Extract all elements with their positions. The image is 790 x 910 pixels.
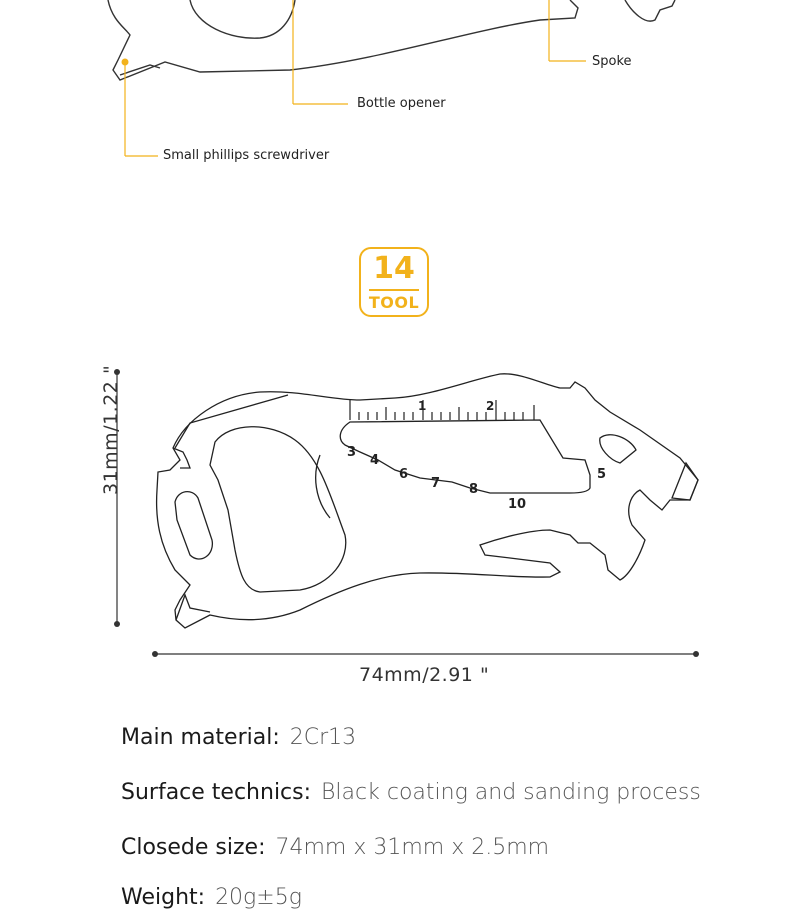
height-dimension-end-bottom <box>114 621 120 627</box>
width-dimension-label: 74mm/2.91 " <box>359 664 490 686</box>
spec-closed-size-value: 74mm x 31mm x 2.5mm <box>275 835 550 860</box>
spec-weight-key: Weight: <box>121 885 206 910</box>
spec-surface-technics-value: Black coating and sanding process <box>321 780 701 805</box>
callout-screwdriver: Small phillips screwdriver <box>163 148 330 163</box>
width-dimension-end-right <box>693 651 699 657</box>
tool-outline <box>157 374 698 628</box>
spec-main-material <box>121 725 356 750</box>
top-tool-drawing <box>0 0 790 180</box>
wrench-size-8: 8 <box>469 482 479 497</box>
wrench-size-7: 7 <box>431 476 441 491</box>
badge-label: TOOL <box>368 293 420 312</box>
spec-closed-size-key: Closede size: <box>121 835 266 860</box>
width-dimension-end-left <box>152 651 158 657</box>
ruler-ticks <box>350 400 534 420</box>
wrench-size-10: 10 <box>508 497 527 512</box>
wrench-size-3: 3 <box>347 445 357 460</box>
callout-spoke: Spoke <box>592 54 632 69</box>
badge-divider <box>369 289 419 291</box>
spec-main-material-key: Main material: <box>121 725 280 750</box>
screwdriver-marker-dot <box>122 59 129 66</box>
callout-bottle-opener: Bottle opener <box>357 96 446 111</box>
spec-surface-technics <box>121 780 701 805</box>
height-dimension-label: 31mm/1.22 " <box>100 364 122 495</box>
badge-number: 14 <box>373 251 415 286</box>
spec-weight <box>121 885 302 910</box>
wrench-size-6: 6 <box>399 467 409 482</box>
spec-weight-value: 20g±5g <box>215 885 302 910</box>
wrench-size-5: 5 <box>597 467 607 482</box>
tool-count-badge <box>359 247 429 317</box>
wrench-size-4: 4 <box>370 453 380 468</box>
spec-closed-size <box>121 835 549 860</box>
ruler-number-2: 2 <box>486 399 495 413</box>
spec-main-material-value: 2Cr13 <box>289 725 357 750</box>
ruler-number-1: 1 <box>418 399 427 413</box>
spec-surface-technics-key: Surface technics: <box>121 780 312 805</box>
